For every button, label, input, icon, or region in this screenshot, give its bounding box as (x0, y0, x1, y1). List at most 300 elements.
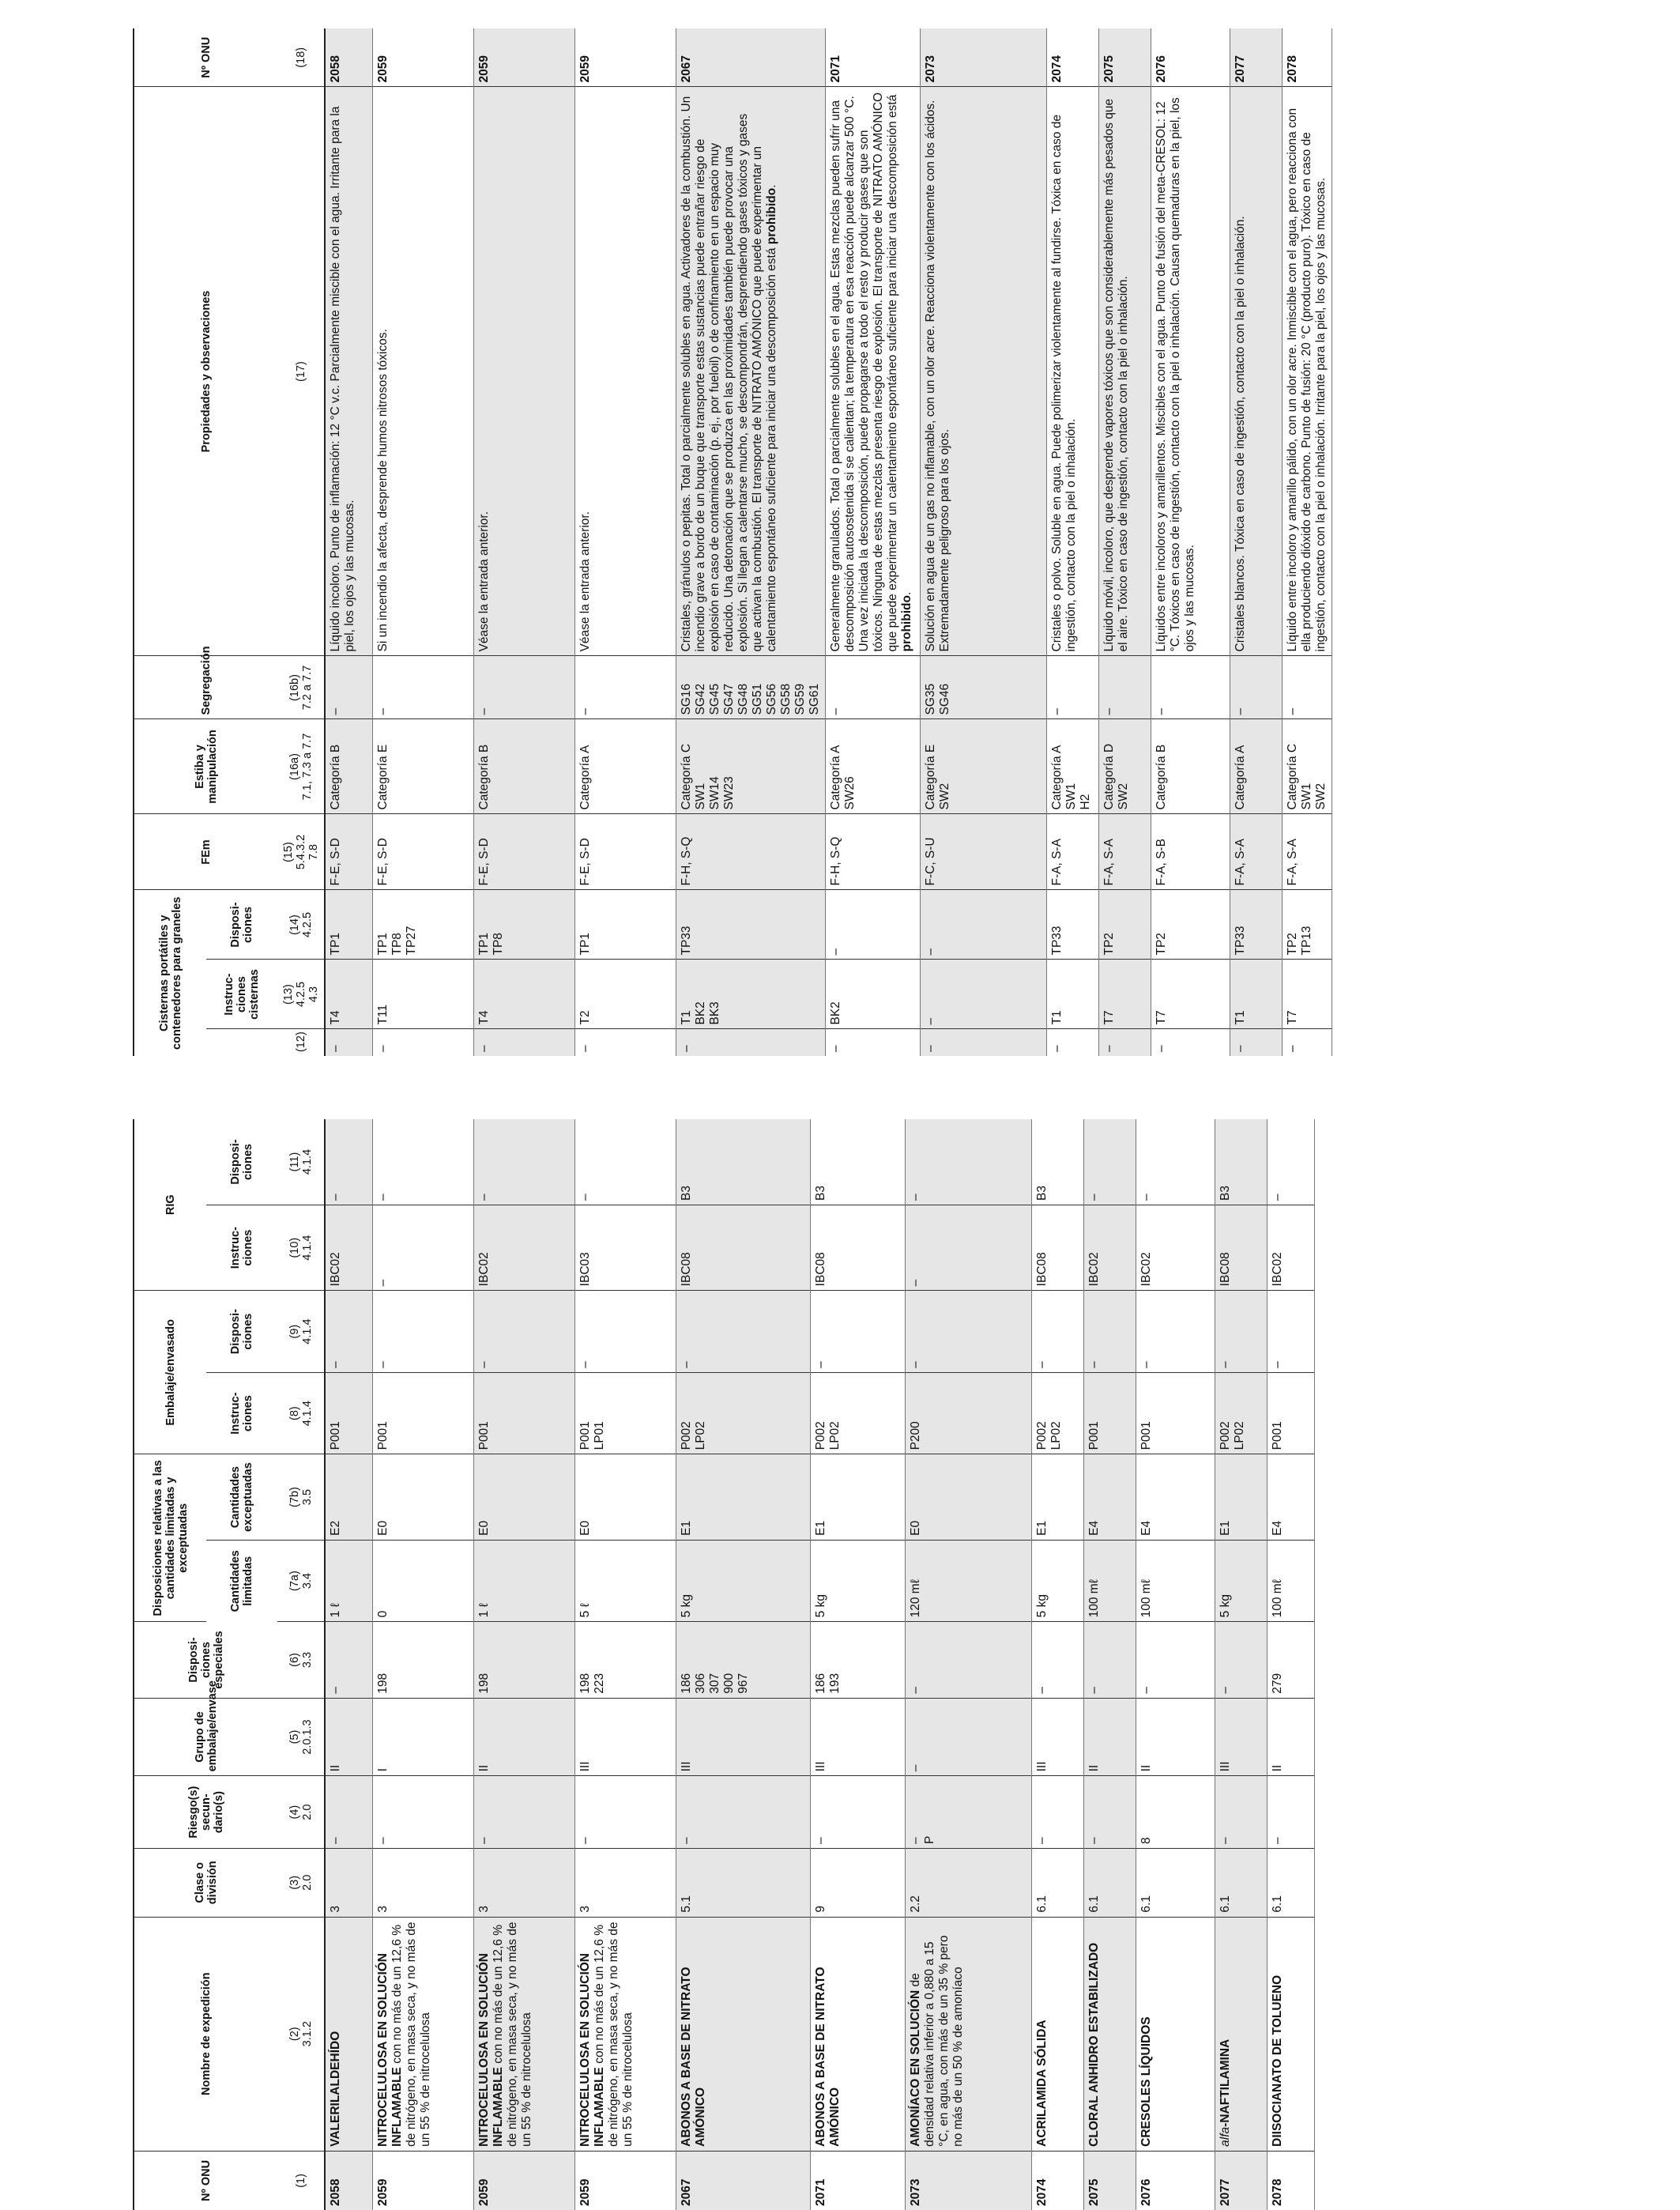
packing-instruction: P001 LP01 (574, 1372, 676, 1454)
segregation: – (825, 656, 920, 719)
limited-quantity: 100 mℓ (1083, 1540, 1136, 1622)
properties (574, 87, 676, 656)
ibc-instruction: IBC02 (1083, 1205, 1136, 1290)
properties-text: Véase la entrada anterior. (477, 511, 491, 652)
segregation: – (1098, 656, 1151, 719)
un-number: 2067 (676, 2151, 810, 2210)
name-rest: con no más de un 12,6 % de nitrógeno, en masa seca, y no más de un 55 % de nitrocelulosa (592, 1921, 635, 2147)
packing-group: II (473, 1698, 574, 1776)
table-row (1282, 28, 1332, 1056)
tank-instruction: T2 (574, 960, 676, 1029)
tank-provision: TP2 (1098, 890, 1151, 960)
column-number: (15) 5.4.3.2 7.8 (277, 814, 325, 890)
column-number: (4) 2.0 (277, 1776, 325, 1849)
special-provisions: 186 193 (810, 1622, 905, 1698)
column-number: (8) 4.1.4 (277, 1372, 325, 1454)
hdr-pack-group: Embalaje/envasado (134, 1291, 206, 1454)
table-row (920, 28, 1046, 1056)
class: 3 (325, 1848, 372, 1917)
right-table (133, 28, 1332, 1056)
hdr-sp: Disposi-ciones especiales (134, 1622, 277, 1698)
packing-group: III (1215, 1698, 1267, 1776)
excepted-quantity: E1 (676, 1454, 810, 1540)
packing-provision: – (1215, 1291, 1267, 1373)
shipping-name (1215, 1917, 1267, 2151)
excepted-quantity: E1 (1215, 1454, 1267, 1540)
packing-group: I (372, 1698, 473, 1776)
ibc-provision: B3 (1031, 1119, 1083, 1205)
un-number: 2075 (1083, 2151, 1136, 2210)
column-number: (17) (277, 87, 325, 656)
segregation: – (1230, 656, 1282, 719)
tank-instruction: T7 (1282, 960, 1332, 1029)
table-row (676, 1119, 810, 2210)
segregation: – (1046, 656, 1098, 719)
properties (325, 87, 372, 656)
limited-quantity: 0 (372, 1540, 473, 1622)
right-table-block (133, 28, 1422, 1056)
column-number: (10) 4.1.4 (277, 1205, 325, 1290)
hdr-ip: Disposi-ciones (206, 1119, 277, 1205)
excepted-quantity: E4 (1267, 1454, 1314, 1540)
packing-provision: – (810, 1291, 905, 1373)
special-provisions: 186 306 307 900 967 (676, 1622, 810, 1698)
un-number: 2076 (1151, 28, 1230, 87)
hdr-un: Nº ONU (134, 2151, 277, 2210)
column-number: (2) 3.1.2 (277, 1917, 325, 2151)
properties (372, 87, 473, 656)
properties (676, 87, 825, 656)
special-provisions: – (1031, 1622, 1083, 1698)
properties-text: Cristales o polvo. Soluble en agua. Puede polimerizar violentamente al fundirse. Tóxica en caso de ingestión, contacto con la piel o inhalación. (1049, 114, 1078, 652)
class: 6.1 (1083, 1848, 1136, 1917)
properties (473, 87, 574, 656)
shipping-name (905, 1917, 1031, 2151)
subsidiary-risk: 8 (1136, 1776, 1215, 1849)
tank-provision: – (920, 890, 1046, 960)
properties-bold: prohibido (764, 187, 778, 245)
properties-text: Líquidos entre incoloros y amarillentos. Miscibles con el agua. Punto de fusión del meta-CRESOL: 12 °C. Tóxicos en caso de ingestión, contacto con la piel o inhalación. Causan quemaduras en la piel, los ojos y las mucosas. (1154, 97, 1196, 652)
left-table (133, 1119, 1315, 2210)
tank-instruction: T1 (1046, 960, 1098, 1029)
tank-provision: TP1 TP8 TP27 (372, 890, 473, 960)
limited-quantity: 120 mℓ (905, 1540, 1031, 1622)
shipping-name (372, 1917, 473, 2151)
hdr-ii: Instruc-ciones (206, 1205, 277, 1290)
hdr-un-right: Nº ONU (134, 28, 277, 87)
properties (1046, 87, 1098, 656)
class: 3 (372, 1848, 473, 1917)
ibc-instruction: IBC08 (1031, 1205, 1083, 1290)
name-rest: con no más de un 12,6 % de nitrógeno, en masa seca, y no más de un 55 % de nitrocelulosa (491, 1921, 533, 2147)
ems: F-H, S-Q (825, 814, 920, 890)
table-row (1230, 28, 1282, 1056)
name-bold: CRESOLES LÍQUIDOS (1139, 2016, 1153, 2147)
properties-text: Cristales, gránulos o pepitas. Total o parcialmente solubles en agua. Activadores de la combustión. Un incendio grave a bordo de un buque que transporte estas sustancias puede entrañar riesgo de explosión en caso de contaminación (p. ej., por fueloil) o de confinamiento en un espacio muy reducido. Una detonación que se produzca en las proximidades también puede provocar una explosión. Si llegan a calentarse mucho, se descompondrán, desprendiendo gases tóxicos y gases que activan la combustión. El transporte de NITRATO AMÓNICO que puede experimentar un calentamiento espontáneo suficiente para iniciar una descomposición está (679, 96, 778, 652)
column-number: (14) 4.2.5 (277, 890, 325, 960)
column-12: – (676, 1029, 825, 1056)
special-provisions: 198 (473, 1622, 574, 1698)
hdr-eq: Cantidades exceptuadas (206, 1454, 277, 1540)
special-provisions: 279 (1267, 1622, 1314, 1698)
class: 6.1 (1215, 1848, 1267, 1917)
limited-quantity: 100 mℓ (1136, 1540, 1215, 1622)
subsidiary-risk: – (1083, 1776, 1136, 1849)
table-row (1046, 28, 1098, 1056)
column-12: – (1151, 1029, 1230, 1056)
properties-bold: prohibido (899, 595, 913, 652)
name-rest: con no más de un 12,6 % de nitrógeno, en masa seca, y no más de un 55 % de nitrocelulosa (390, 1921, 432, 2147)
segregation: – (473, 656, 574, 719)
table-row (1136, 1119, 1215, 2210)
excepted-quantity: E1 (810, 1454, 905, 1540)
shipping-name (1031, 1917, 1083, 2151)
packing-provision: – (676, 1291, 810, 1373)
properties-text: Líquido incoloro. Punto de inflamación: 12 °C v.c. Parcialmente miscible con el agua. Irritante para la piel, los ojos y las mucosas. (329, 106, 356, 652)
un-number: 2078 (1282, 28, 1332, 87)
table-row (574, 28, 676, 1056)
hdr-ti: Instruc-ciones cisternas (206, 960, 277, 1029)
tank-provision: TP1 (574, 890, 676, 960)
un-number: 2067 (676, 28, 825, 87)
ibc-provision: – (325, 1119, 372, 1205)
hdr-ibc-group: RIG (134, 1119, 206, 1291)
properties (920, 87, 1046, 656)
tank-instruction: T7 (1151, 960, 1230, 1029)
column-12: – (825, 1029, 920, 1056)
name-bold: VALERILALDEHÍDO (329, 2031, 342, 2147)
class: 6.1 (1136, 1848, 1215, 1917)
ems: F-E, S-D (372, 814, 473, 890)
packing-instruction: P200 (905, 1372, 1031, 1454)
shipping-name (1136, 1917, 1215, 2151)
properties-text: Cristales blancos. Tóxica en caso de ingestión, contacto con la piel o inhalación. (1233, 216, 1247, 652)
subsidiary-risk: – P (905, 1776, 1031, 1849)
limited-quantity: 5 ℓ (574, 1540, 676, 1622)
column-12: – (372, 1029, 473, 1056)
ems: F-A, S-B (1151, 814, 1230, 890)
ibc-provision: – (372, 1119, 473, 1205)
packing-provision: – (1136, 1291, 1215, 1373)
column-12: – (920, 1029, 1046, 1056)
hdr-pg: Grupo de embalaje/envase (134, 1698, 277, 1776)
packing-provision: – (574, 1291, 676, 1373)
ibc-provision: B3 (810, 1119, 905, 1205)
column-number: (5) 2.0.1.3 (277, 1698, 325, 1776)
hdr-pi: Instruc-ciones (206, 1372, 277, 1454)
special-provisions: – (1136, 1622, 1215, 1698)
packing-provision: – (905, 1291, 1031, 1373)
name-bold: NITROCELULOSA EN SOLUCIÓN INFLAMABLE (375, 1952, 404, 2147)
packing-instruction: P001 (1136, 1372, 1215, 1454)
un-number: 2075 (1098, 28, 1151, 87)
limited-quantity: 1 ℓ (473, 1540, 574, 1622)
column-12: – (1282, 1029, 1332, 1056)
table-row (473, 28, 574, 1056)
segregation: – (325, 656, 372, 719)
stowage: Categoría C SW1 SW14 SW23 (676, 719, 825, 814)
limited-quantity: 5 kg (676, 1540, 810, 1622)
tank-provision: TP33 (1230, 890, 1282, 960)
column-number: (11) 4.1.4 (277, 1119, 325, 1205)
ems: F-A, S-A (1230, 814, 1282, 890)
rotated-page (133, 25, 1422, 2210)
shipping-name (1083, 1917, 1136, 2151)
ibc-instruction: IBC03 (574, 1205, 676, 1290)
ibc-provision: – (473, 1119, 574, 1205)
segregation: SG35 SG46 (920, 656, 1046, 719)
table-row (372, 28, 473, 1056)
tank-instruction: – (920, 960, 1046, 1029)
packing-instruction: P002 LP02 (1215, 1372, 1267, 1454)
stowage: Categoría B (325, 719, 372, 814)
class: 9 (810, 1848, 905, 1917)
table-row (325, 28, 372, 1056)
stowage: Categoría E (372, 719, 473, 814)
hdr-tank-group: Cisternas portátiles y contenedores para graneles (134, 890, 206, 1056)
segregation: – (1151, 656, 1230, 719)
properties-text: Generalmente granulados. Total o parcialmente solubles en el agua. Estas mezclas pueden sufrir una descomposición autosostenida si se calientan; la temperatura en esa reacción puede alcanzar 500 °C. Una vez iniciada la descomposición, puede propagarse a todo el resto y producir gases que son tóxicos. Ninguna de estas mezclas presenta riesgo de explosión. El transporte de NITRATO AMÓNICO que puede experimentar un calentamiento espontáneo suficiente para iniciar una descomposición está (828, 92, 899, 652)
packing-group: III (574, 1698, 676, 1776)
segregation: – (372, 656, 473, 719)
ibc-instruction: – (372, 1205, 473, 1290)
ibc-instruction: IBC02 (325, 1205, 372, 1290)
column-number: (7a) 3.4 (277, 1540, 325, 1622)
ems: F-C, S-U (920, 814, 1046, 890)
ems: F-E, S-D (574, 814, 676, 890)
excepted-quantity: E0 (372, 1454, 473, 1540)
stowage: Categoría B (1151, 719, 1230, 814)
packing-group: – (905, 1698, 1031, 1776)
packing-provision: – (1031, 1291, 1083, 1373)
subsidiary-risk: – (473, 1776, 574, 1849)
tank-instruction: BK2 (825, 960, 920, 1029)
table-row (574, 1119, 676, 2210)
un-number: 2073 (905, 2151, 1031, 2210)
properties (1151, 87, 1230, 656)
properties-text: Líquido móvil, incoloro, que desprende vapores tóxicos que son considerablemente más pesados que el aire. Tóxico en caso de ingestión, contacto con la piel o inhalación. (1102, 98, 1130, 652)
tank-provision: TP2 (1151, 890, 1230, 960)
excepted-quantity: E1 (1031, 1454, 1083, 1540)
class: 3 (574, 1848, 676, 1917)
stowage: Categoría A SW1 H2 (1046, 719, 1098, 814)
special-provisions: – (905, 1622, 1031, 1698)
hdr-seg: Segregación (134, 656, 277, 719)
table-row (1083, 1119, 1136, 2210)
column-number: (9) 4.1.4 (277, 1291, 325, 1373)
column-12: – (473, 1029, 574, 1056)
column-number: (3) 2.0 (277, 1848, 325, 1917)
tank-instruction: T4 (325, 960, 372, 1029)
packing-instruction: P001 (325, 1372, 372, 1454)
packing-instruction: P001 (372, 1372, 473, 1454)
shipping-name (1267, 1917, 1314, 2151)
special-provisions: – (1215, 1622, 1267, 1698)
hdr-name: Nombre de expedición (134, 1917, 277, 2151)
packing-instruction: P001 (1083, 1372, 1136, 1454)
packing-group: III (810, 1698, 905, 1776)
special-provisions: 198 (372, 1622, 473, 1698)
tank-instruction: T1 BK2 BK3 (676, 960, 825, 1029)
segregation: – (574, 656, 676, 719)
ibc-provision: – (1267, 1119, 1314, 1205)
properties (825, 87, 920, 656)
name-bold: NITROCELULOSA EN SOLUCIÓN INFLAMABLE (578, 1952, 606, 2147)
hdr-tp: Disposi-ciones (206, 890, 277, 960)
packing-provision: – (473, 1291, 574, 1373)
shipping-name (473, 1917, 574, 2151)
hdr-c12 (206, 1029, 277, 1056)
limited-quantity: 100 mℓ (1267, 1540, 1314, 1622)
subsidiary-risk: – (574, 1776, 676, 1849)
packing-group: III (1031, 1698, 1083, 1776)
tank-instruction: T11 (372, 960, 473, 1029)
packing-provision: – (372, 1291, 473, 1373)
ibc-instruction: – (905, 1205, 1031, 1290)
hdr-stow: Estiba y manipulación (134, 719, 277, 814)
shipping-name (676, 1917, 810, 2151)
un-number: 2074 (1046, 28, 1098, 87)
properties (1098, 87, 1151, 656)
un-number: 2071 (825, 28, 920, 87)
packing-group: II (1267, 1698, 1314, 1776)
stowage: Categoría C SW1 SW2 (1282, 719, 1332, 814)
table-row (473, 1119, 574, 2210)
ems: F-A, S-A (1098, 814, 1151, 890)
ems: F-E, S-D (473, 814, 574, 890)
limited-quantity: 5 kg (1215, 1540, 1267, 1622)
name-bold: ABONOS A BASE DE NITRATO AMÓNICO (813, 1967, 842, 2147)
special-provisions: – (1083, 1622, 1136, 1698)
packing-instruction: P001 (1267, 1372, 1314, 1454)
un-number: 2059 (372, 2151, 473, 2210)
class: 5.1 (676, 1848, 810, 1917)
packing-provision: – (325, 1291, 372, 1373)
ibc-instruction: IBC02 (1267, 1205, 1314, 1290)
packing-provision: – (1267, 1291, 1314, 1373)
properties-tail: . (764, 184, 778, 188)
tank-provision: TP33 (676, 890, 825, 960)
properties-text: Véase la entrada anterior. (578, 511, 592, 652)
hdr-class: Clase o división (134, 1848, 277, 1917)
properties-text: Si un incendio la afecta, desprende humos nitrosos tóxicos. (375, 329, 390, 652)
packing-group: II (325, 1698, 372, 1776)
hdr-props: Propiedades y observaciones (134, 87, 277, 656)
table-row (810, 1119, 905, 2210)
column-number: (12) (277, 1029, 325, 1056)
tank-provision: TP2 TP13 (1282, 890, 1332, 960)
hdr-lq: Cantidades limitadas (229, 1550, 254, 1612)
name-bold: AMONÍACO EN SOLUCIÓN (908, 1989, 922, 2147)
shipping-name (574, 1917, 676, 2151)
table-row (676, 28, 825, 1056)
packing-instruction: P002 LP02 (676, 1372, 810, 1454)
ibc-instruction: IBC08 (676, 1205, 810, 1290)
table-row (325, 1119, 372, 2210)
packing-instruction: P002 LP02 (810, 1372, 905, 1454)
ibc-instruction: IBC08 (1215, 1205, 1267, 1290)
stowage: Categoría E SW2 (920, 719, 1046, 814)
excepted-quantity: E0 (574, 1454, 676, 1540)
ems: F-A, S-A (1046, 814, 1098, 890)
un-number: 2058 (325, 28, 372, 87)
name-bold: ABONOS A BASE DE NITRATO AMÓNICO (679, 1967, 707, 2147)
column-number: (6) 3.3 (277, 1622, 325, 1698)
name-bold: -NAFTILAMINA (1218, 2038, 1232, 2127)
excepted-quantity: E0 (905, 1454, 1031, 1540)
subsidiary-risk: – (1215, 1776, 1267, 1849)
column-number: (16b) 7.2 a 7.7 (277, 656, 325, 719)
ibc-instruction: IBC02 (473, 1205, 574, 1290)
properties-text: Líquido entre incoloro y amarillo pálido, con un olor acre. Inmiscible con el agua, pero reacciona con ella produciendo dióxido de carbono. Punto de fusión: 20 °C (producto puro). Tóxico en caso de ingestión, contacto con la piel o inhalación. Irritante para la piel, los ojos y las mucosas. (1285, 107, 1328, 652)
ibc-instruction: IBC08 (810, 1205, 905, 1290)
hdr-risk: Riesgo(s) secun-dario(s) (134, 1776, 277, 1849)
table-row (825, 28, 920, 1056)
tank-provision: – (825, 890, 920, 960)
shipping-name (325, 1917, 372, 2151)
un-number: 2076 (1136, 2151, 1215, 2210)
subsidiary-risk: – (810, 1776, 905, 1849)
subsidiary-risk: – (372, 1776, 473, 1849)
name-bold: ACRILAMIDA SÓLIDA (1034, 2020, 1049, 2147)
tank-provision: TP1 TP8 (473, 890, 574, 960)
column-12: – (574, 1029, 676, 1056)
packing-provision: – (1083, 1291, 1136, 1373)
ibc-provision: – (905, 1119, 1031, 1205)
subsidiary-risk: – (325, 1776, 372, 1849)
excepted-quantity: E0 (473, 1454, 574, 1540)
column-number: (13) 4.2.5 4.3 (277, 960, 325, 1029)
name-bold: NITROCELULOSA EN SOLUCIÓN INFLAMABLE (477, 1952, 505, 2147)
column-12: – (325, 1029, 372, 1056)
column-12: – (1098, 1029, 1151, 1056)
packing-instruction: P002 LP02 (1031, 1372, 1083, 1454)
ibc-provision: – (1083, 1119, 1136, 1205)
table-row (1031, 1119, 1083, 2210)
name-rest: de densidad relativa inferior a 0,880 a 15 °C, en agua, con más de un 35 % pero no más de un 50 % de amoníaco (908, 1935, 965, 2147)
table-row (1151, 28, 1230, 1056)
segregation: SG16 SG42 SG45 SG47 SG48 SG51 SG56 SG58 SG59 SG61 (676, 656, 825, 719)
packing-group: III (676, 1698, 810, 1776)
name-italic: alfa (1218, 2126, 1232, 2147)
table-row (1215, 1119, 1267, 2210)
excepted-quantity: E2 (325, 1454, 372, 1540)
stowage: Categoría A (1230, 719, 1282, 814)
column-number: (16a) 7.1, 7.3 a 7.7 (277, 719, 325, 814)
ems: F-E, S-D (325, 814, 372, 890)
un-number: 2059 (473, 28, 574, 87)
limited-quantity: 1 ℓ (325, 1540, 372, 1622)
ibc-provision: B3 (1215, 1119, 1267, 1205)
limited-quantity: 5 kg (1031, 1540, 1083, 1622)
packing-group: II (1136, 1698, 1215, 1776)
excepted-quantity: E4 (1136, 1454, 1215, 1540)
special-provisions: – (325, 1622, 372, 1698)
un-number: 2058 (325, 2151, 372, 2210)
column-12: – (1046, 1029, 1098, 1056)
column-number: (1) (277, 2151, 325, 2210)
table-row (1098, 28, 1151, 1056)
un-number: 2059 (473, 2151, 574, 2210)
tank-provision: TP1 (325, 890, 372, 960)
ems: F-A, S-A (1282, 814, 1332, 890)
special-provisions: 198 223 (574, 1622, 676, 1698)
stowage: Categoría B (473, 719, 574, 814)
un-number: 2073 (920, 28, 1046, 87)
tank-instruction: T1 (1230, 960, 1282, 1029)
un-number: 2059 (574, 2151, 676, 2210)
subsidiary-risk: – (676, 1776, 810, 1849)
